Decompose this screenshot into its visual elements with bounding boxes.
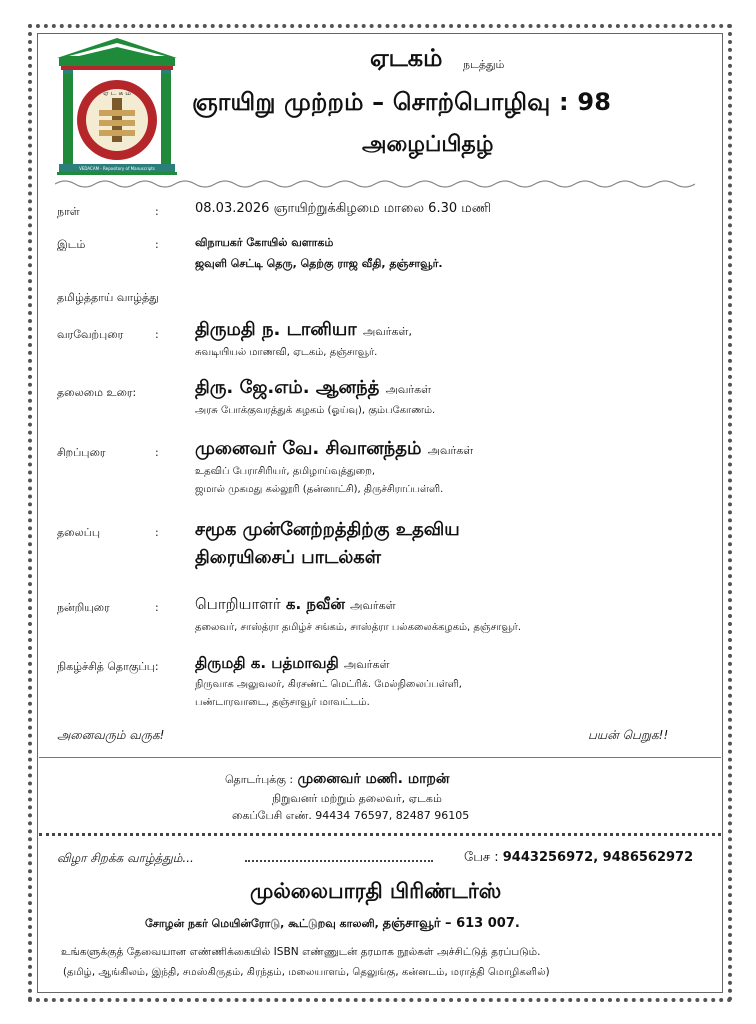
compere-suffix: அவர்கள்: [344, 658, 390, 671]
contact-label: தொடர்புக்கு :: [225, 773, 294, 786]
org-name: ஏடகம்: [370, 44, 443, 72]
thanks-speaker: [195, 595, 396, 615]
topic-line1: சமூக முன்னேற்றத்திற்கு உதவிய: [195, 519, 460, 540]
logo-bottom-text: VEDACAM - Repository of Manuscripts: [79, 166, 155, 171]
wavy-divider: [55, 178, 695, 190]
thanks-prefix: பொறியாளர்: [195, 595, 281, 613]
sponsor-address-main: சோழன் நகர் மெயின்ரோடு, கூட்டுறவு காலனி,: [145, 917, 379, 930]
welcome-all: அனைவரும் வருக!: [57, 728, 165, 742]
thanks-desc: தலைவர், சாஸ்த்ரா தமிழ்ச் சங்கம், சாஸ்த்ரா பல்கலைக்கழகம், தஞ்சாவூர்.: [195, 622, 522, 633]
venue-label: இடம்: [57, 238, 86, 251]
contact-phone: கைப்பேசி எண். 94434 76597, 82487 96105: [232, 809, 470, 822]
venue-colon: :: [155, 238, 159, 251]
sponsor-address-city: தஞ்சாவூர் – 613 007.: [382, 916, 520, 931]
presidential-desc: அரசு போக்குவரத்துக் கழகம் (ஓய்வு), கும்பகோணம்.: [195, 405, 436, 416]
compere-desc1: நிருவாக அலுவலர், கிரசண்ட் மெட்ரிக். மேல்நிலைப்பள்ளி,: [195, 679, 462, 690]
languages-line: (தமிழ், ஆங்கிலம், இந்தி, சமஸ்கிருதம், கிரந்தம், மலையாளம், தெலுங்கு, கன்னடம், மராத்தி மொழிகளில்): [63, 967, 550, 978]
special-colon: :: [155, 446, 159, 459]
thanks-colon: :: [155, 601, 159, 614]
contact-role: நிறுவனர் மற்றும் தலைவர், ஏடகம்: [272, 792, 442, 805]
contact-line: [225, 771, 450, 789]
topic-colon: :: [155, 526, 159, 539]
welcome-suffix: அவர்கள்,: [363, 325, 412, 338]
logo-top-text: ஏ ட க ம்: [103, 89, 131, 97]
welcome-name: ந. டானியா: [261, 319, 357, 340]
presidential-suffix: அவர்கள்: [385, 383, 432, 396]
special-desc1: உதவிப் பேராசிரியர், தமிழாய்வுத்துறை,: [195, 466, 376, 477]
inner-border: [37, 33, 723, 993]
compere-prefix: திருமதி: [195, 654, 246, 672]
date-value: 08.03.2026 ஞாயிற்றுக்கிழமை மாலை 6.30 மணி: [195, 201, 492, 216]
sponsor-phones: 9443256972, 9486562972: [502, 850, 694, 865]
contact-name: முனைவர் மணி. மாறன்: [297, 771, 450, 787]
thanks-suffix: அவர்கள்: [350, 599, 396, 612]
date-colon: :: [155, 205, 159, 218]
welcome-prefix: திருமதி: [195, 319, 256, 340]
presidential-label: தலைமை உரை:: [57, 386, 137, 399]
benefit-text: பயன் பெறுக!!: [588, 728, 669, 742]
anthem-label: தமிழ்த்தாய் வாழ்த்து: [57, 291, 159, 304]
presidential-speaker: [195, 377, 431, 400]
welcome-desc: சுவடியியல் மாணவி, ஏடகம், தஞ்சாவூர்.: [195, 347, 378, 358]
wishes-line: [245, 860, 433, 862]
welcome-colon: :: [155, 328, 159, 341]
special-prefix: முனைவர்: [195, 438, 277, 459]
invitation-heading: அழைப்பிதழ்: [362, 132, 494, 157]
thanks-name: க. நவீன்: [285, 595, 345, 613]
thanks-label: நன்றியுரை: [57, 601, 110, 614]
presidential-prefix: திரு.: [195, 377, 234, 398]
org-sub: நடத்தும்: [463, 58, 505, 71]
isbn-line: உங்களுக்குத் தேவையான எண்ணிக்கையில் ISBN எண்ணுடன் தரமாக நூல்கள் அச்சிட்டுத் தரப்படும்.: [61, 946, 541, 958]
sponsor-name: முல்லைபாரதி பிரிண்டர்ஸ்: [250, 879, 502, 903]
sponsor-address: [145, 916, 520, 932]
event-title: ஞாயிறு முற்றம் – சொற்பொழிவு : 98: [192, 88, 612, 116]
topic-label: தலைப்பு: [57, 526, 101, 539]
dotted-divider: [39, 833, 721, 836]
compere-name: க. பத்மாவதி: [250, 654, 339, 672]
welcome-label: வரவேற்புரை: [57, 328, 124, 341]
welcome-speaker: [195, 319, 412, 342]
special-desc2: ஜமால் முகமது கல்லூரி (தன்னாட்சி), திருச்சிராப்பள்ளி.: [195, 484, 444, 495]
venue-line2: ஜவுளி செட்டி தெரு, தெற்கு ராஜ வீதி, தஞ்சாவூர்.: [195, 257, 443, 270]
compere-speaker: [195, 654, 390, 674]
special-speaker: [195, 438, 473, 461]
sponsor-phone-label: பேச :: [464, 850, 499, 865]
topic-line2: திரையிசைப் பாடல்கள்: [195, 547, 382, 568]
sponsor-phone-line: [464, 850, 693, 866]
special-name: வே. சிவானந்தம்: [282, 438, 422, 459]
special-suffix: அவர்கள்: [427, 444, 474, 457]
compere-desc2: பண்டாரவாடை, தஞ்சாவூர் மாவட்டம்.: [195, 697, 370, 708]
ettagam-logo: [55, 36, 179, 176]
sponsor-wishes: விழா சிறக்க வாழ்த்தும்...: [57, 851, 194, 865]
divider-top-contact: [39, 757, 721, 758]
presidential-name: ஜே.எம். ஆனந்த்: [239, 377, 380, 398]
venue-line1: விநாயகர் கோயில் வளாகம்: [195, 236, 334, 249]
special-label: சிறப்புரை: [57, 446, 106, 459]
date-label: நாள்: [57, 205, 80, 218]
compere-label: நிகழ்ச்சித் தொகுப்பு:: [57, 660, 159, 673]
